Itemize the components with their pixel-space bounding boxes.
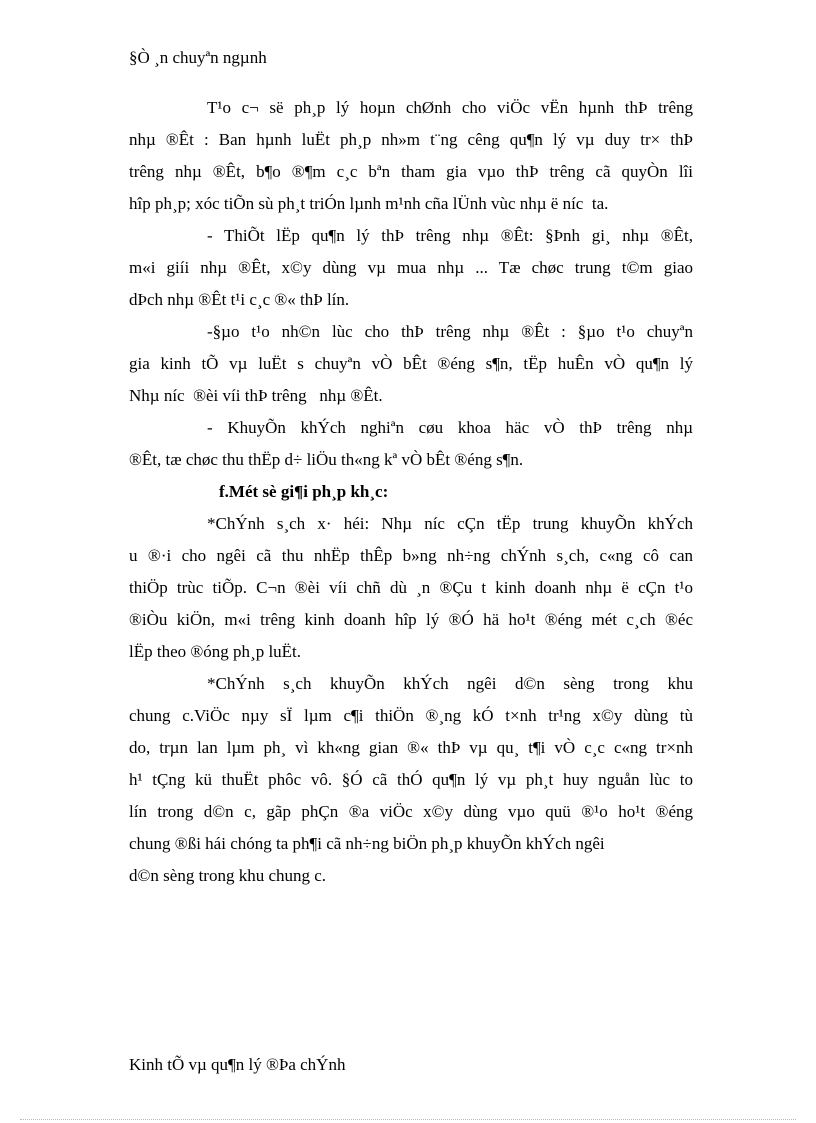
text-line: T¹o c¬ së ph¸p lý hoµn chØnh cho viÖc vËn hµnh thÞ trêng <box>207 98 693 117</box>
text-line: ®Êt, tæ chøc thu thËp d÷ liÖu th«ng kª vÒ bÊt ®éng s¶n. <box>129 450 524 469</box>
text-line: Nhµ níc ®èi víi thÞ trêng nhµ ®Êt. <box>129 386 383 405</box>
text-line: ®iÒu kiÖn, m«i trêng kinh doanh hîp lý ®Ó hä ho¹t ®éng mét c¸ch ®éc <box>129 610 693 629</box>
text-line: trêng nhµ ®Êt, b¶o ®¶m c¸c bªn tham gia vµo thÞ trêng cã quyÒn lîi <box>129 162 693 181</box>
text-line: nhµ ®Êt : Ban hµnh luËt ph¸p nh»m t¨ng cêng qu¶n lý vµ duy tr× thÞ <box>129 130 693 149</box>
text-line: - KhuyÕn khÝch nghiªn cøu khoa häc vÒ thÞ trêng nhµ <box>207 418 693 437</box>
text-line: lín trong d©n c, gãp phÇn ®a viÖc x©y dùng vµo quü ®¹o ho¹t ®éng <box>129 802 693 821</box>
text-line: h¹ tÇng kü thuËt phôc vô. §Ó cã thÓ qu¶n lý vµ ph¸t huy nguån lùc to <box>129 770 693 789</box>
page-bottom-divider <box>20 1119 796 1120</box>
body-text <box>129 92 693 892</box>
text-line: lËp theo ®óng ph¸p luËt. <box>129 642 302 661</box>
text-line: - ThiÕt lËp qu¶n lý thÞ trêng nhµ ®Êt: §Þnh gi¸ nhµ ®Êt, <box>207 226 693 245</box>
text-line: -§µo t¹o nh©n lùc cho thÞ trêng nhµ ®Êt : §µo t¹o chuyªn <box>207 322 693 341</box>
text-line: chung ®ßi hái chóng ta ph¶i cã nh÷ng biÖn ph¸p khuyÕn khÝch ngêi <box>129 834 605 853</box>
text-line: dÞch nhµ ®Êt t¹i c¸c ®« thÞ lín. <box>129 290 350 309</box>
text-line: thiÖp trùc tiÕp. C¬n ®èi víi chñ dù ¸n ®Çu t kinh doanh nhµ ë cÇn t¹o <box>129 578 693 597</box>
text-line: *ChÝnh s¸ch khuyÕn khÝch ngêi d©n sèng trong khu <box>207 674 693 693</box>
page-header: §Ò ¸n chuyªn ngµnh <box>129 48 267 67</box>
text-line: *ChÝnh s¸ch x· héi: Nhµ níc cÇn tËp trung khuyÕn khÝch <box>207 514 693 533</box>
text-line: hîp ph¸p; xóc tiÕn sù ph¸t triÓn lµnh m¹nh cña lÜnh vùc nhµ ë níc ta. <box>129 194 609 213</box>
text-line: chung c.ViÖc nµy sÏ lµm c¶i thiÖn ®¸ng kÓ t×nh tr¹ng x©y dùng tù <box>129 706 693 725</box>
text-line: do, trµn lan lµm ph¸ vì kh«ng gian ®« thÞ vµ qu¸ t¶i vÒ c¸c c«ng tr×nh <box>129 738 693 757</box>
text-line: u ®·i cho ngêi cã thu nhËp thÊp b»ng nh÷ng chÝnh s¸ch, c«ng cô can <box>129 546 693 565</box>
text-line: d©n sèng trong khu chung c. <box>129 866 327 885</box>
text-line: m«i giíi nhµ ®Êt, x©y dùng vµ mua nhµ ... Tæ chøc trung t©m giao <box>129 258 693 277</box>
section-heading: f.Mét sè gi¶i ph¸p kh¸c: <box>219 482 389 501</box>
text-line: gia kinh tÕ vµ luËt s chuyªn vÒ bÊt ®éng s¶n, tËp huÊn vÒ qu¶n lý <box>129 354 693 373</box>
page-footer: Kinh tÕ vµ qu¶n lý ®Þa chÝnh <box>129 1055 346 1074</box>
